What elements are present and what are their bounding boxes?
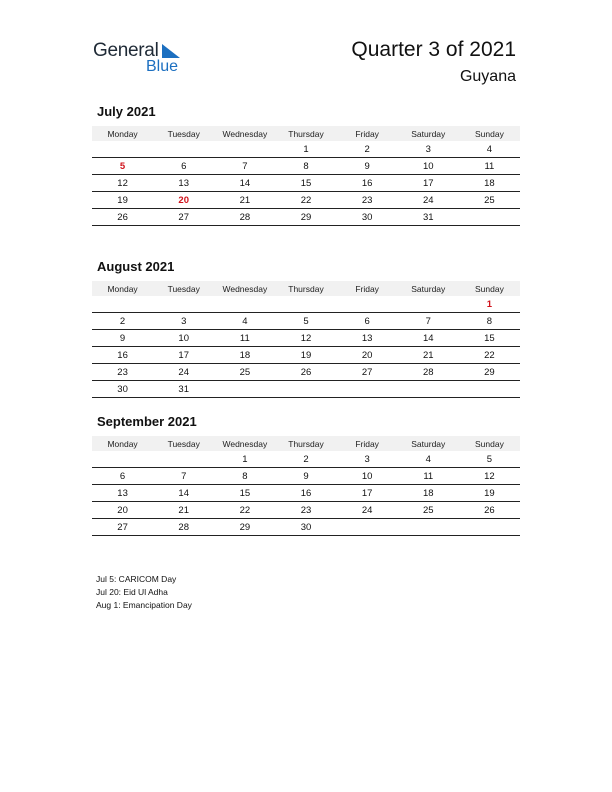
week-row: [92, 364, 520, 381]
day-cell: 15: [300, 177, 312, 189]
day-cell: 1: [486, 298, 493, 310]
weekday-label: Friday: [355, 128, 379, 139]
day-cell: 18: [422, 487, 434, 499]
day-cell: 5: [119, 160, 126, 172]
day-cell: 21: [178, 504, 189, 516]
weekday-label: Wednesday: [222, 283, 268, 294]
weekday-label: Tuesday: [167, 128, 200, 139]
day-cell: 27: [178, 211, 189, 223]
day-cell: 16: [361, 177, 373, 189]
day-cell: 5: [303, 315, 309, 327]
day-cell: 8: [303, 160, 309, 172]
week-row: [92, 468, 520, 485]
day-cell: 31: [422, 211, 434, 223]
day-cell: 19: [300, 349, 312, 361]
week-row: [92, 209, 520, 226]
day-cell: 29: [239, 521, 251, 533]
day-cell: 9: [119, 332, 126, 344]
day-cell: 28: [178, 521, 189, 533]
day-cell: 14: [422, 332, 434, 344]
day-cell: 7: [242, 160, 248, 172]
page-title: Quarter 3 of 2021: [351, 38, 516, 61]
weekday-label: Wednesday: [222, 438, 268, 449]
day-cell: 10: [422, 160, 434, 172]
day-cell: 20: [361, 349, 373, 361]
weekday-header: [92, 126, 520, 141]
day-cell: 11: [484, 160, 495, 172]
week-row: [92, 296, 520, 313]
day-cell: 29: [300, 211, 312, 223]
week-row: [92, 451, 520, 468]
day-cell: 30: [361, 211, 373, 223]
day-cell: 22: [484, 349, 495, 361]
logo-word-general: General: [93, 40, 159, 61]
day-cell: 17: [422, 177, 434, 189]
weekday-label: Sunday: [474, 283, 504, 294]
week-row: [92, 502, 520, 519]
day-cell: 12: [484, 470, 495, 482]
day-cell: 9: [364, 160, 370, 172]
weekday-header: [92, 436, 520, 451]
day-cell: 4: [242, 315, 248, 327]
day-cell: 23: [300, 504, 312, 516]
week-row: [92, 485, 520, 502]
day-cell: 22: [239, 504, 251, 516]
day-cell: 28: [239, 211, 251, 223]
day-cell: 5: [486, 453, 493, 465]
day-cell: 4: [425, 453, 431, 465]
weekday-label: Friday: [355, 438, 379, 449]
day-cell: 25: [484, 194, 495, 206]
holiday-notes: [96, 573, 192, 612]
day-cell: 4: [486, 143, 493, 155]
month-title: September 2021: [97, 414, 197, 429]
day-cell: 13: [361, 332, 373, 344]
day-cell: 11: [239, 332, 250, 344]
day-cell: 23: [361, 194, 373, 206]
day-cell: 27: [361, 366, 373, 378]
month-july: [92, 104, 520, 226]
day-cell: 18: [484, 177, 495, 189]
week-row: [92, 158, 520, 175]
weekday-label: Monday: [107, 128, 138, 139]
day-cell: 16: [300, 487, 312, 499]
day-cell: 6: [181, 160, 187, 172]
holiday-note: Jul 20: Eid Ul Adha: [96, 587, 168, 597]
weekday-header: [92, 281, 520, 296]
day-cell: 7: [425, 315, 431, 327]
day-cell: 28: [422, 366, 434, 378]
day-cell: 25: [422, 504, 434, 516]
week-row: [92, 381, 520, 398]
day-cell: 14: [239, 177, 251, 189]
weekday-label: Friday: [355, 283, 379, 294]
weekday-label: Saturday: [411, 283, 446, 294]
day-cell: 21: [422, 349, 434, 361]
day-cell: 31: [178, 383, 189, 395]
week-row: [92, 313, 520, 330]
month-title: July 2021: [97, 104, 156, 119]
weekday-label: Saturday: [411, 128, 446, 139]
day-cell: 2: [303, 453, 309, 465]
day-cell: 20: [117, 504, 128, 516]
week-row: [92, 192, 520, 209]
day-cell: 19: [117, 194, 128, 206]
generalblue-logo: [93, 40, 193, 80]
week-row: [92, 347, 520, 364]
month-title: August 2021: [97, 259, 175, 274]
day-cell: 10: [178, 332, 189, 344]
day-cell: 26: [117, 211, 128, 223]
day-cell: 9: [303, 470, 309, 482]
weekday-label: Thursday: [288, 283, 324, 294]
day-cell: 22: [300, 194, 312, 206]
day-cell: 30: [300, 521, 312, 533]
day-cell: 15: [484, 332, 495, 344]
day-cell: 6: [119, 470, 126, 482]
day-cell: 8: [242, 470, 248, 482]
week-row: [92, 330, 520, 347]
day-cell: 12: [117, 177, 128, 189]
day-cell: 16: [117, 349, 128, 361]
logo-word-blue: Blue: [146, 58, 179, 75]
weekday-label: Sunday: [474, 438, 504, 449]
weekday-label: Sunday: [474, 128, 504, 139]
day-cell: 3: [364, 453, 370, 465]
day-cell: 24: [361, 504, 373, 516]
country-name: Guyana: [459, 68, 516, 85]
weekday-label: Saturday: [411, 438, 446, 449]
day-cell: 23: [117, 366, 128, 378]
holiday-note: Aug 1: Emancipation Day: [96, 600, 192, 610]
day-cell: 18: [239, 349, 251, 361]
week-row: [92, 519, 520, 536]
day-cell: 3: [425, 143, 431, 155]
day-cell: 30: [117, 383, 128, 395]
day-cell: 11: [423, 470, 434, 482]
day-cell: 26: [484, 504, 495, 516]
weekday-label: Tuesday: [167, 438, 200, 449]
day-cell: 3: [181, 315, 187, 327]
week-row: [92, 141, 520, 158]
weekday-label: Wednesday: [222, 128, 268, 139]
day-cell: 19: [484, 487, 495, 499]
holiday-note: Jul 5: CARICOM Day: [96, 574, 177, 584]
day-cell: 13: [117, 487, 128, 499]
day-cell: 20: [178, 194, 189, 206]
month-august: [92, 259, 520, 398]
day-cell: 13: [178, 177, 189, 189]
day-cell: 27: [117, 521, 128, 533]
day-cell: 2: [119, 315, 126, 327]
month-september: [92, 414, 520, 536]
day-cell: 2: [364, 143, 370, 155]
day-cell: 10: [361, 470, 373, 482]
weekday-label: Thursday: [288, 438, 324, 449]
day-cell: 1: [303, 143, 309, 155]
day-cell: 12: [300, 332, 312, 344]
day-cell: 6: [364, 315, 370, 327]
day-cell: 8: [486, 315, 493, 327]
day-cell: 17: [178, 349, 189, 361]
weekday-label: Thursday: [288, 128, 324, 139]
day-cell: 25: [239, 366, 251, 378]
day-cell: 17: [361, 487, 373, 499]
weekday-label: Tuesday: [167, 283, 200, 294]
week-row: [92, 175, 520, 192]
weekday-label: Monday: [107, 283, 138, 294]
day-cell: 26: [300, 366, 312, 378]
day-cell: 1: [242, 453, 248, 465]
weekday-label: Monday: [107, 438, 138, 449]
day-cell: 24: [422, 194, 434, 206]
day-cell: 29: [484, 366, 495, 378]
day-cell: 21: [239, 194, 251, 206]
day-cell: 24: [178, 366, 189, 378]
day-cell: 15: [239, 487, 251, 499]
day-cell: 14: [178, 487, 189, 499]
day-cell: 7: [181, 470, 187, 482]
